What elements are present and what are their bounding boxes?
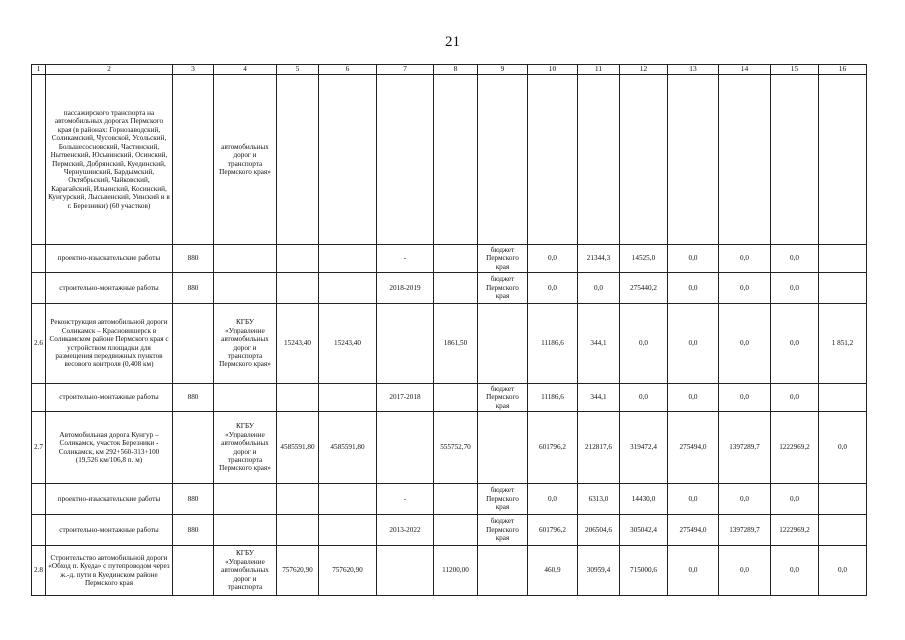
- cell-col-1: [32, 273, 46, 304]
- cell-col-12: 14430,0: [619, 484, 667, 515]
- cell-col-11: 0,0: [577, 273, 619, 304]
- cell-col-15: 0,0: [770, 546, 818, 596]
- column-header-8: 8: [433, 65, 477, 75]
- cell-col-7: 2017-2018: [376, 384, 433, 412]
- cell-col-13: 0,0: [667, 273, 718, 304]
- cell-col-3: 880: [172, 384, 213, 412]
- cell-col-10: 0,0: [527, 273, 577, 304]
- column-header-7: 7: [376, 65, 433, 75]
- cell-col-13: 275494,0: [667, 515, 718, 546]
- cell-col-11: [577, 75, 619, 245]
- cell-col-8: [433, 515, 477, 546]
- cell-col-2: пассажирского транспорта на автомобильных дорогах Пермского края (в районах: Горнозаводский, Соликамский, Чусовской, Усольский, Большесосновский, Частинский, Нытвенский, Юсьвинский, Осинский, Пермский, Добрянский, Куединский, Чернушинский, Бардымский, Октябрьский, Чайковский, Карагайский, Ильинский, Косинский, Кунгурский, Лысьвенский, Уинский и в г. Березники) (60 участков): [45, 75, 172, 245]
- cell-col-8: [433, 75, 477, 245]
- cell-col-12: 305042,4: [619, 515, 667, 546]
- cell-col-1: [32, 75, 46, 245]
- cell-col-9: бюджет Пермского края: [477, 273, 527, 304]
- cell-col-8: [433, 245, 477, 273]
- cell-col-1: [32, 384, 46, 412]
- cell-col-14: [718, 75, 770, 245]
- column-header-9: 9: [477, 65, 527, 75]
- cell-col-12: [619, 75, 667, 245]
- table-row: [32, 412, 867, 484]
- cell-col-14: 0,0: [718, 546, 770, 596]
- cell-col-10: 601796,2: [527, 515, 577, 546]
- cell-col-6: [318, 484, 376, 515]
- cell-col-14: 0,0: [718, 304, 770, 384]
- cell-col-12: 715000,6: [619, 546, 667, 596]
- cell-col-3: 880: [172, 273, 213, 304]
- cell-col-3: 880: [172, 515, 213, 546]
- cell-col-8: 555752,70: [433, 412, 477, 484]
- cell-col-16: [818, 245, 866, 273]
- column-header-2: 2: [45, 65, 172, 75]
- cell-col-1: [32, 515, 46, 546]
- cell-col-6: [318, 384, 376, 412]
- column-header-3: 3: [172, 65, 213, 75]
- cell-col-14: 1397289,7: [718, 412, 770, 484]
- cell-col-9: [477, 75, 527, 245]
- cell-col-4: [213, 515, 276, 546]
- cell-col-16: [818, 484, 866, 515]
- cell-col-7: 2018-2019: [376, 273, 433, 304]
- cell-col-2: проектно-изыскательские работы: [45, 484, 172, 515]
- cell-col-11: 212817,6: [577, 412, 619, 484]
- cell-col-14: 1397289,7: [718, 515, 770, 546]
- page-number: 21: [445, 34, 460, 50]
- cell-col-10: 11186,6: [527, 384, 577, 412]
- cell-col-6: [318, 75, 376, 245]
- cell-col-2: Строительство автомобильной дороги «Обход п. Куеда» с путепроводом через ж.-д. пути в Куединском районе Пермского края: [45, 546, 172, 596]
- column-header-16: 16: [818, 65, 866, 75]
- cell-col-2: Реконструкция автомобильной дороги Соликамск – Красновишерск в Соликамском районе Пермского края с устройством площадки для размещения передвижных пунктов весового контроля (0,408 км): [45, 304, 172, 384]
- cell-col-10: 0,0: [527, 245, 577, 273]
- cell-col-13: 0,0: [667, 245, 718, 273]
- table-row: [32, 245, 867, 273]
- cell-col-14: 0,0: [718, 273, 770, 304]
- cell-col-10: 0,0: [527, 484, 577, 515]
- cell-col-16: 0,0: [818, 412, 866, 484]
- cell-col-1: 2.7: [32, 412, 46, 484]
- cell-col-11: 344,1: [577, 384, 619, 412]
- cell-col-2: строительно-монтажные работы: [45, 515, 172, 546]
- cell-col-10: 11186,6: [527, 304, 577, 384]
- cell-col-2: строительно-монтажные работы: [45, 384, 172, 412]
- cell-col-16: [818, 384, 866, 412]
- cell-col-5: [276, 484, 318, 515]
- cell-col-11: 344,1: [577, 304, 619, 384]
- cell-col-15: 0,0: [770, 245, 818, 273]
- cell-col-7: [376, 412, 433, 484]
- cell-col-11: 30959,4: [577, 546, 619, 596]
- cell-col-1: 2.6: [32, 304, 46, 384]
- table-row: [32, 484, 867, 515]
- table-row: [32, 384, 867, 412]
- column-header-12: 12: [619, 65, 667, 75]
- cell-col-5: [276, 273, 318, 304]
- cell-col-9: [477, 304, 527, 384]
- cell-col-9: бюджет Пермского края: [477, 384, 527, 412]
- cell-col-1: [32, 484, 46, 515]
- column-header-13: 13: [667, 65, 718, 75]
- cell-col-8: [433, 384, 477, 412]
- cell-col-4: КГБУ «Управление автомобильных дорог и транспорта Пермского края»: [213, 304, 276, 384]
- cell-col-4: [213, 484, 276, 515]
- cell-col-5: [276, 384, 318, 412]
- cell-col-6: [318, 515, 376, 546]
- cell-col-5: 757620,90: [276, 546, 318, 596]
- cell-col-14: 0,0: [718, 245, 770, 273]
- cell-col-15: 0,0: [770, 304, 818, 384]
- cell-col-7: [376, 304, 433, 384]
- cell-col-7: [376, 75, 433, 245]
- cell-col-12: 319472,4: [619, 412, 667, 484]
- cell-col-13: 275494,0: [667, 412, 718, 484]
- column-header-5: 5: [276, 65, 318, 75]
- cell-col-16: [818, 75, 866, 245]
- cell-col-5: 15243,40: [276, 304, 318, 384]
- cell-col-7: -: [376, 245, 433, 273]
- cell-col-1: 2.8: [32, 546, 46, 596]
- cell-col-5: 4585591,80: [276, 412, 318, 484]
- cell-col-15: 0,0: [770, 273, 818, 304]
- cell-col-13: 0,0: [667, 546, 718, 596]
- cell-col-4: [213, 384, 276, 412]
- cell-col-11: 206504,6: [577, 515, 619, 546]
- cell-col-12: 275440,2: [619, 273, 667, 304]
- cell-col-12: 0,0: [619, 384, 667, 412]
- cell-col-2: проектно-изыскательские работы: [45, 245, 172, 273]
- cell-col-5: [276, 75, 318, 245]
- cell-col-16: 0,0: [818, 546, 866, 596]
- cell-col-9: [477, 412, 527, 484]
- table-row: [32, 515, 867, 546]
- cell-col-13: 0,0: [667, 304, 718, 384]
- cell-col-16: 1 851,2: [818, 304, 866, 384]
- cell-col-13: 0,0: [667, 484, 718, 515]
- cell-col-15: 0,0: [770, 484, 818, 515]
- cell-col-2: Автомобильная дорога Кунгур – Соликамск, участок Березники - Соликамск, км 292+560-313+100 (19,526 км/106,8 п. м): [45, 412, 172, 484]
- cell-col-15: [770, 75, 818, 245]
- cell-col-14: 0,0: [718, 484, 770, 515]
- cell-col-10: [527, 75, 577, 245]
- cell-col-3: [172, 304, 213, 384]
- cell-col-7: -: [376, 484, 433, 515]
- cell-col-13: 0,0: [667, 384, 718, 412]
- cell-col-3: [172, 412, 213, 484]
- cell-col-12: 14525,0: [619, 245, 667, 273]
- cell-col-1: [32, 245, 46, 273]
- table-row: [32, 546, 867, 596]
- cell-col-4: КГБУ «Управление автомобильных дорог и транспорта Пермского края»: [213, 412, 276, 484]
- cell-col-4: КГБУ «Управление автомобильных дорог и транспорта: [213, 546, 276, 596]
- cell-col-13: [667, 75, 718, 245]
- cell-col-8: 11200,00: [433, 546, 477, 596]
- column-header-11: 11: [577, 65, 619, 75]
- column-header-4: 4: [213, 65, 276, 75]
- column-header-14: 14: [718, 65, 770, 75]
- cell-col-9: бюджет Пермского края: [477, 245, 527, 273]
- header-row: [32, 65, 867, 75]
- column-header-15: 15: [770, 65, 818, 75]
- cell-col-15: 1222969,2: [770, 515, 818, 546]
- cell-col-8: 1861,50: [433, 304, 477, 384]
- column-header-10: 10: [527, 65, 577, 75]
- cell-col-2: строительно-монтажные работы: [45, 273, 172, 304]
- cell-col-9: бюджет Пермского края: [477, 515, 527, 546]
- cell-col-12: 0,0: [619, 304, 667, 384]
- cell-col-3: 880: [172, 484, 213, 515]
- cell-col-6: 15243,40: [318, 304, 376, 384]
- cell-col-5: [276, 515, 318, 546]
- cell-col-16: [818, 273, 866, 304]
- cell-col-9: бюджет Пермского края: [477, 484, 527, 515]
- cell-col-8: [433, 484, 477, 515]
- column-header-1: 1: [32, 65, 46, 75]
- cell-col-9: [477, 546, 527, 596]
- cell-col-15: 1222969,2: [770, 412, 818, 484]
- cell-col-3: 880: [172, 245, 213, 273]
- cell-col-15: 0,0: [770, 384, 818, 412]
- cell-col-4: [213, 273, 276, 304]
- cell-col-10: 460,9: [527, 546, 577, 596]
- cell-col-3: [172, 75, 213, 245]
- table-row: [32, 304, 867, 384]
- cell-col-4: автомобильных дорог и транспорта Пермского края»: [213, 75, 276, 245]
- cell-col-5: [276, 245, 318, 273]
- table-row: [32, 75, 867, 245]
- cell-col-8: [433, 273, 477, 304]
- cell-col-6: [318, 245, 376, 273]
- budget-table: [31, 64, 867, 596]
- cell-col-6: 4585591,80: [318, 412, 376, 484]
- cell-col-6: 757620,90: [318, 546, 376, 596]
- cell-col-11: 6313,0: [577, 484, 619, 515]
- table-row: [32, 273, 867, 304]
- cell-col-6: [318, 273, 376, 304]
- cell-col-11: 21344,3: [577, 245, 619, 273]
- cell-col-7: [376, 546, 433, 596]
- cell-col-7: 2013-2022: [376, 515, 433, 546]
- cell-col-10: 601796,2: [527, 412, 577, 484]
- cell-col-16: [818, 515, 866, 546]
- cell-col-14: 0,0: [718, 384, 770, 412]
- cell-col-4: [213, 245, 276, 273]
- cell-col-3: [172, 546, 213, 596]
- column-header-6: 6: [318, 65, 376, 75]
